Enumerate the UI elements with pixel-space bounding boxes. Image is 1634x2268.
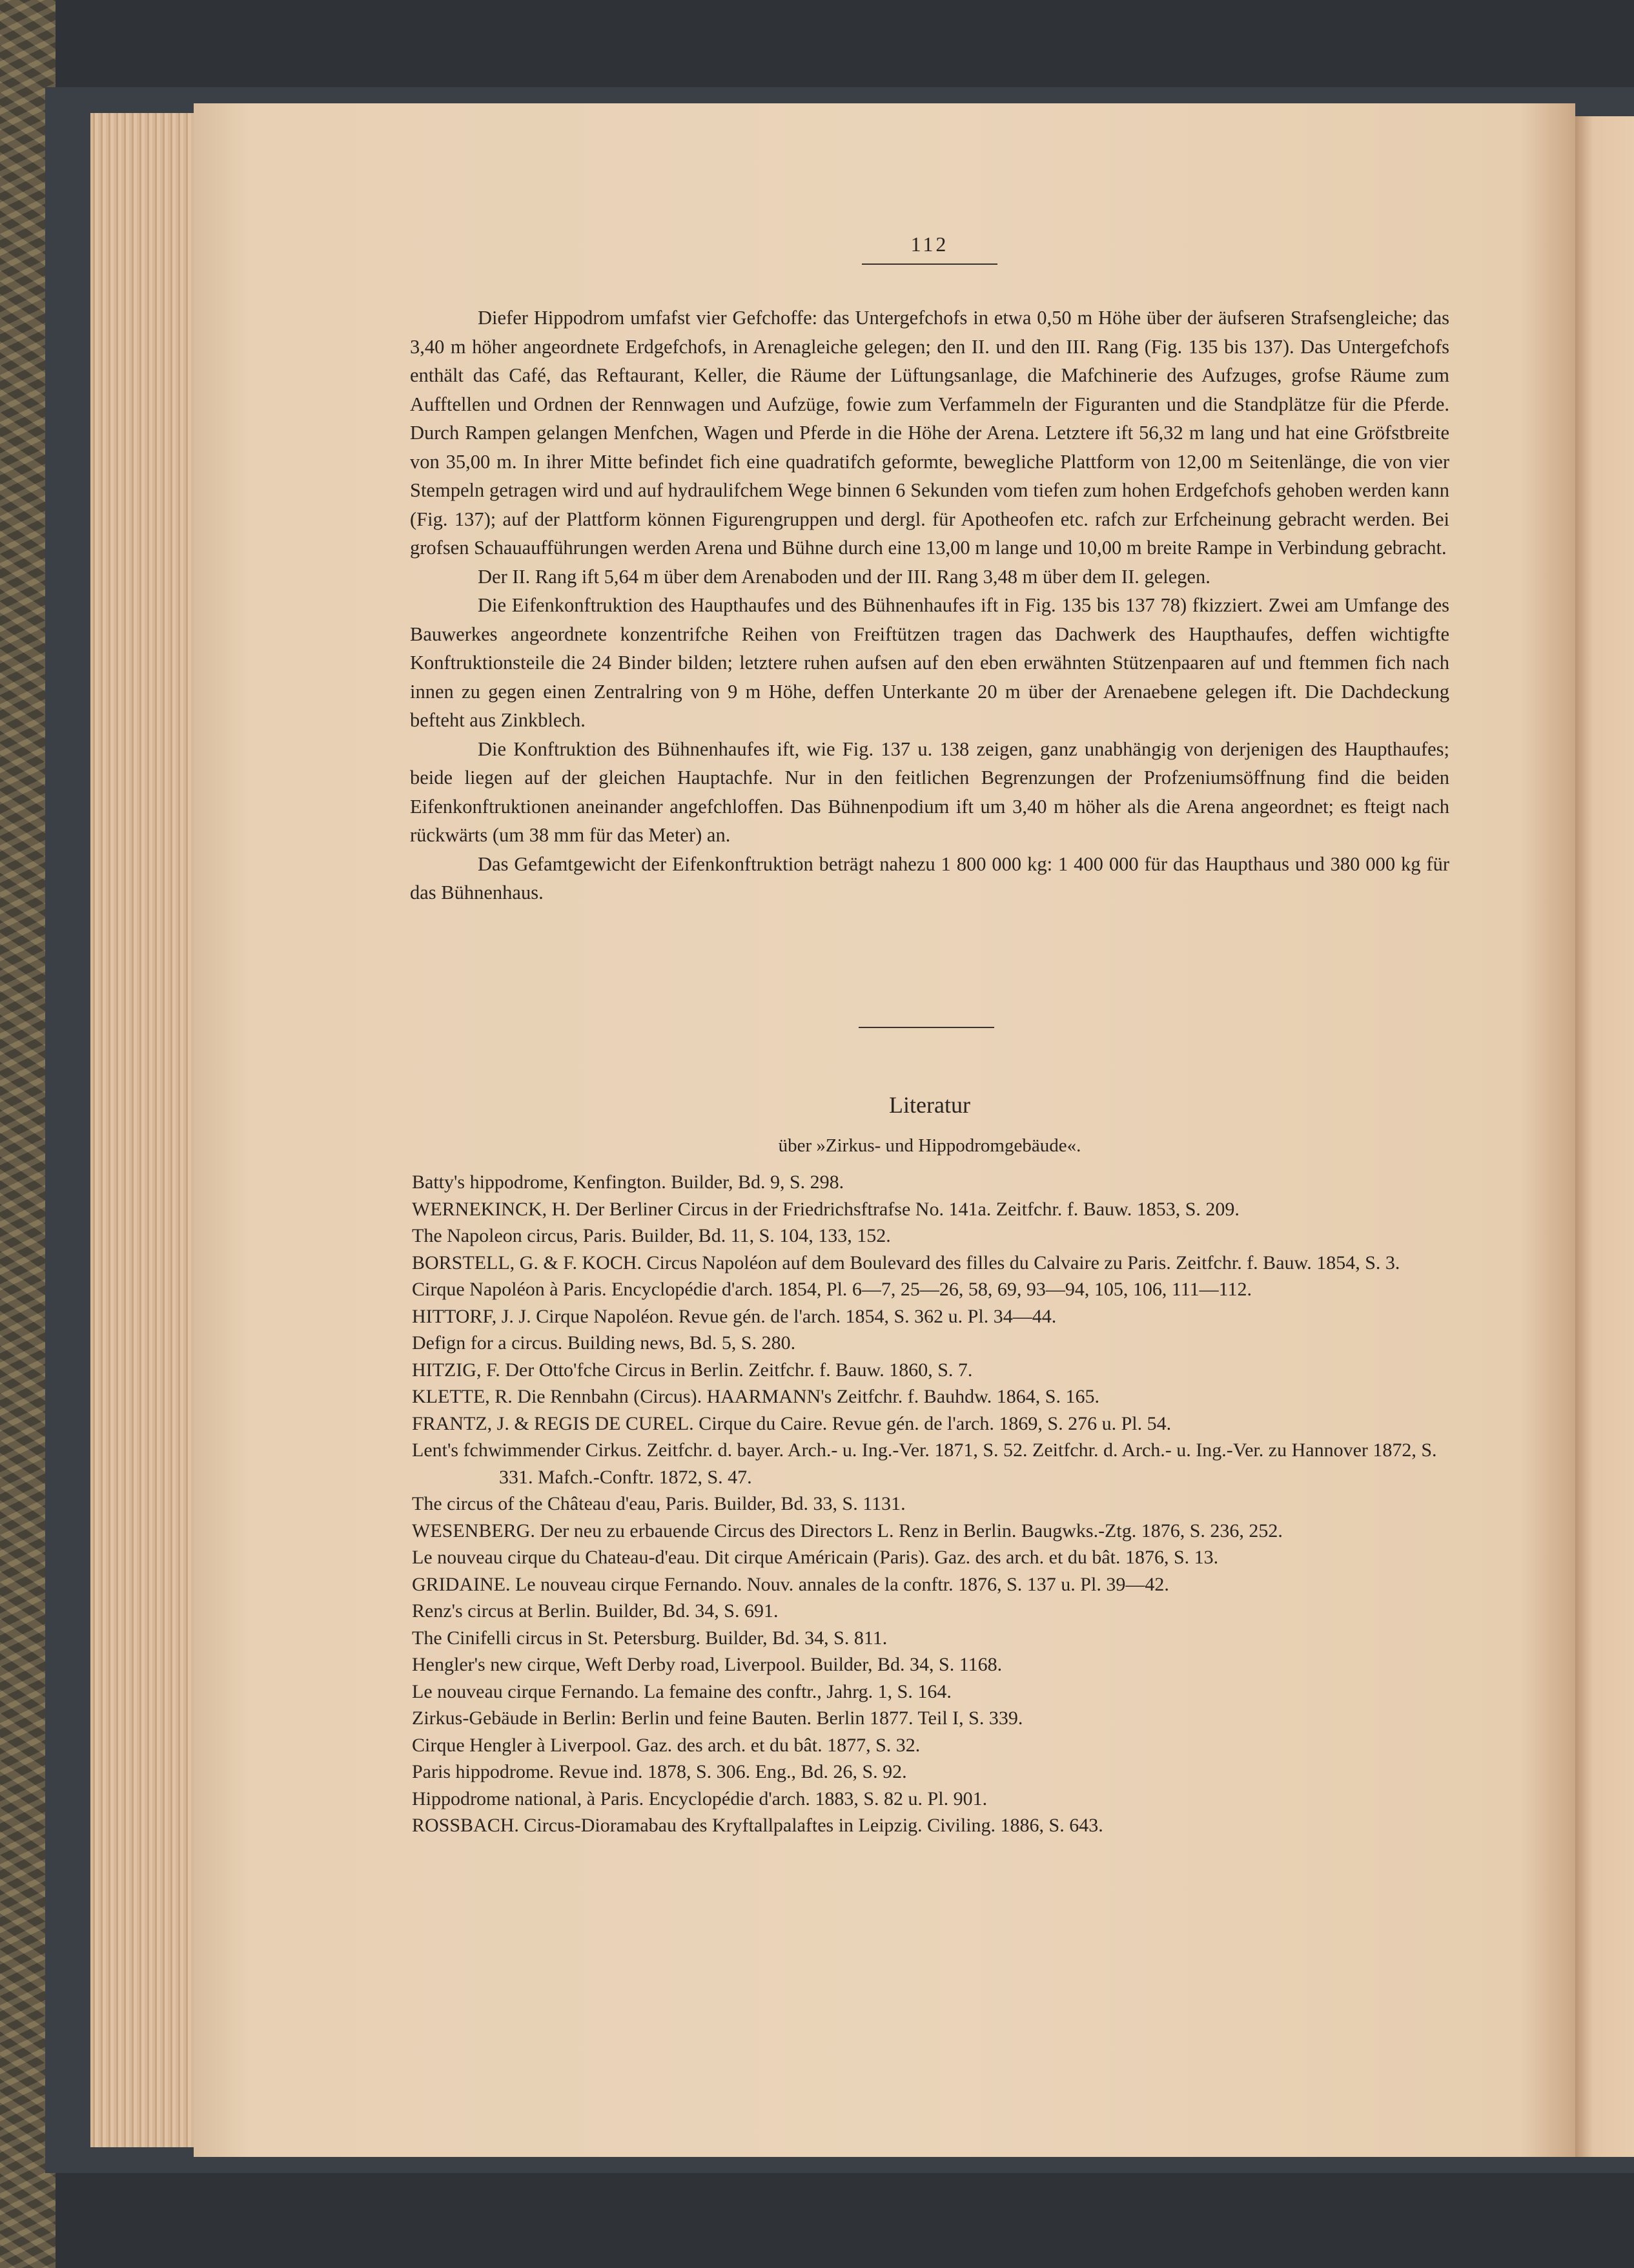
reference-entry: ROSSBACH. Circus-Dioramabau des Kryftallpalaftes in Leipzig. Civiling. 1886, S. 643. xyxy=(412,1815,1103,1836)
paragraph: Die Konftruktion des Bühnenhaufes ift, wie Fig. 137 u. 138 zeigen, ganz unabhängig von derjenigen des Haupthaufes; beide liegen auf der gleichen Hauptachfe. Nur in den feitlichen Begrenzungen der Profzeniumsöffnung find die beiden Eifenkonftruktionen aneinander angefchloffen. Das Bühnenpodium ift um 3,40 m höher als die Arena angeordnet; es fteigt nach rückwärts (um 38 mm für das Meter) an. xyxy=(410,737,1449,846)
reference-entry: Zirkus-Gebäude in Berlin: Berlin und feine Bauten. Berlin 1877. Teil I, S. 339. xyxy=(412,1707,1023,1729)
reference-entry: Cirque Hengler à Liverpool. Gaz. des arch. et du bât. 1877, S. 32. xyxy=(412,1734,921,1756)
reference-entry: BORSTELL, G. & F. KOCH. Circus Napoléon auf dem Boulevard des filles du Calvaire zu Paris. Zeitfchr. f. Bauw. 1854, S. 3. xyxy=(412,1252,1400,1273)
reference-entry: Lent's fchwimmender Cirkus. Zeitfchr. d. bayer. Arch.- u. Ing.-Ver. 1871, S. 52. Zeitfchr. d. Arch.- u. Ing.-Ver. zu Hannover 1872, S. 331. Mafch.-Conftr. 1872, S. 47. xyxy=(412,1439,1437,1488)
reference-entry: Hippodrome national, à Paris. Encyclopédie d'arch. 1883, S. 82 u. Pl. 901. xyxy=(412,1788,988,1809)
reference-entry: KLETTE, R. Die Rennbahn (Circus). HAARMANN's Zeitfchr. f. Bauhdw. 1864, S. 165. xyxy=(412,1386,1099,1407)
facing-page-edge xyxy=(1575,116,1634,2157)
reference-entry: Renz's circus at Berlin. Builder, Bd. 34, S. 691. xyxy=(412,1600,779,1622)
page-edges xyxy=(90,113,200,2147)
reference-entry: HITTORF, J. J. Cirque Napoléon. Revue gén. de l'arch. 1854, S. 362 u. Pl. 34—44. xyxy=(412,1305,1057,1327)
reference-entry: Defign for a circus. Building news, Bd. 5, S. 280. xyxy=(412,1332,796,1354)
section-divider xyxy=(859,1027,994,1028)
reference-entry: The Cinifelli circus in St. Petersburg. Builder, Bd. 34, S. 811. xyxy=(412,1627,888,1649)
reference-entry: GRIDAINE. Le nouveau cirque Fernando. Nouv. annales de la conftr. 1876, S. 137 u. Pl. 39—42. xyxy=(412,1573,1169,1595)
reference-entry: The circus of the Château d'eau, Paris. Builder, Bd. 33, S. 1131. xyxy=(412,1493,906,1514)
reference-entry: WERNEKINCK, H. Der Berliner Circus in der Friedrichsftrafse No. 141a. Zeitfchr. f. Bauw. 1853, S. 209. xyxy=(412,1198,1240,1220)
reference-entry: Cirque Napoléon à Paris. Encyclopédie d'arch. 1854, Pl. 6—7, 25—26, 58, 69, 93—94, 105, 106, 111—112. xyxy=(412,1279,1252,1300)
paragraph: Die Eifenkonftruktion des Haupthaufes und des Bühnenhaufes ift in Fig. 135 bis 137 78) fkizziert. Zwei am Umfange des Bauwerkes angeordnete konzentrifche Reihen von Freiftützen tragen das Dachwerk des Haupthaufes, deffen wichtigfte Konftruktionsteile die 24 Binder bilden; letztere ruhen aufsen auf den eben erwähnten Stützenpaaren auf und ftemmen fich nach innen zu gegen einen Zentralring von 9 m Höhe, deffen Unterkante 20 m über der Arenaebene gelegen ift. Die Dachdeckung befteht aus Zinkblech. xyxy=(410,594,1449,731)
reference-entry: HITZIG, F. Der Otto'fche Circus in Berlin. Zeitfchr. f. Bauw. 1860, S. 7. xyxy=(412,1359,973,1381)
paragraph: Der II. Rang ift 5,64 m über dem Arenaboden und der III. Rang 3,48 m über dem II. gelegen. xyxy=(478,565,1210,588)
literatur-list xyxy=(412,1169,1458,1839)
header-rule xyxy=(862,263,997,265)
reference-entry: Paris hippodrome. Revue ind. 1878, S. 306. Eng., Bd. 26, S. 92. xyxy=(412,1761,907,1782)
reference-entry: Hengler's new cirque, Weft Derby road, Liverpool. Builder, Bd. 34, S. 1168. xyxy=(412,1654,1003,1675)
reference-entry: Le nouveau cirque Fernando. La femaine des conftr., Jahrg. 1, S. 164. xyxy=(412,1680,952,1702)
page-number: 112 xyxy=(910,232,949,256)
reference-entry: Le nouveau cirque du Chateau-d'eau. Dit cirque Américain (Paris). Gaz. des arch. et du bât. 1876, S. 13. xyxy=(412,1547,1219,1568)
body-text xyxy=(410,304,1449,907)
reference-entry: FRANTZ, J. & REGIS DE CUREL. Cirque du Caire. Revue gén. de l'arch. 1869, S. 276 u. Pl. 54. xyxy=(412,1412,1172,1434)
literatur-subtitle: über »Zirkus- und Hippodromgebäude«. xyxy=(778,1135,1081,1156)
paragraph: Das Gefamtgewicht der Eifenkonftruktion beträgt nahezu 1 800 000 kg: 1 400 000 für das Haupthaus und 380 000 kg für das Bühnenhaus. xyxy=(410,852,1449,903)
reference-entry: WESENBERG. Der neu zu erbauende Circus des Directors L. Renz in Berlin. Baugwks.-Ztg. 1876, S. 236, 252. xyxy=(412,1520,1283,1541)
reference-entry: The Napoleon circus, Paris. Builder, Bd. 11, S. 104, 133, 152. xyxy=(412,1225,891,1246)
paragraph: Diefer Hippodrom umfafst vier Gefchoffe: das Untergefchofs in etwa 0,50 m Höhe über der äufseren Strafsengleiche; das 3,40 m höher angeordnete Erdgefchofs, in Arenagleiche gelegen; den II. und den III. Rang (Fig. 135 bis 137). Das Untergefchofs enthält das Café, das Reftaurant, Keller, die Räume der Lüftungsanlage, die Mafchinerie des Aufzuges, grofse Räume zum Aufftellen und Ordnen der Rennwagen und Aufzüge, fowie zum Verfammeln der Figuranten und die Standplätze für die Pferde. Durch Rampen gelangen Menfchen, Wagen und Pferde in die Höhe der Arena. Letztere ift 56,32 m lang und hat eine Gröfstbreite von 35,00 m. In ihrer Mitte befindet fich eine quadratifch geformte, bewegliche Plattform von 12,00 m Seitenlänge, die von vier Stempeln getragen wird und auf hydraulifchem Wege binnen 6 Sekunden vom tiefen zum hohen Erdgefchofs gehoben werden kann (Fig. 137); auf der Plattform können Figurengruppen und dergl. für Apotheofen etc. rafch zur Erfcheinung gebracht werden. Bei grofsen Schauaufführungen werden Arena und Bühne durch eine 13,00 m lange und 10,00 m breite Rampe in Verbindung gebracht. xyxy=(410,307,1449,559)
literatur-title: Literatur xyxy=(889,1092,970,1118)
reference-entry: Batty's hippodrome, Kenfington. Builder, Bd. 9, S. 298. xyxy=(412,1171,844,1193)
